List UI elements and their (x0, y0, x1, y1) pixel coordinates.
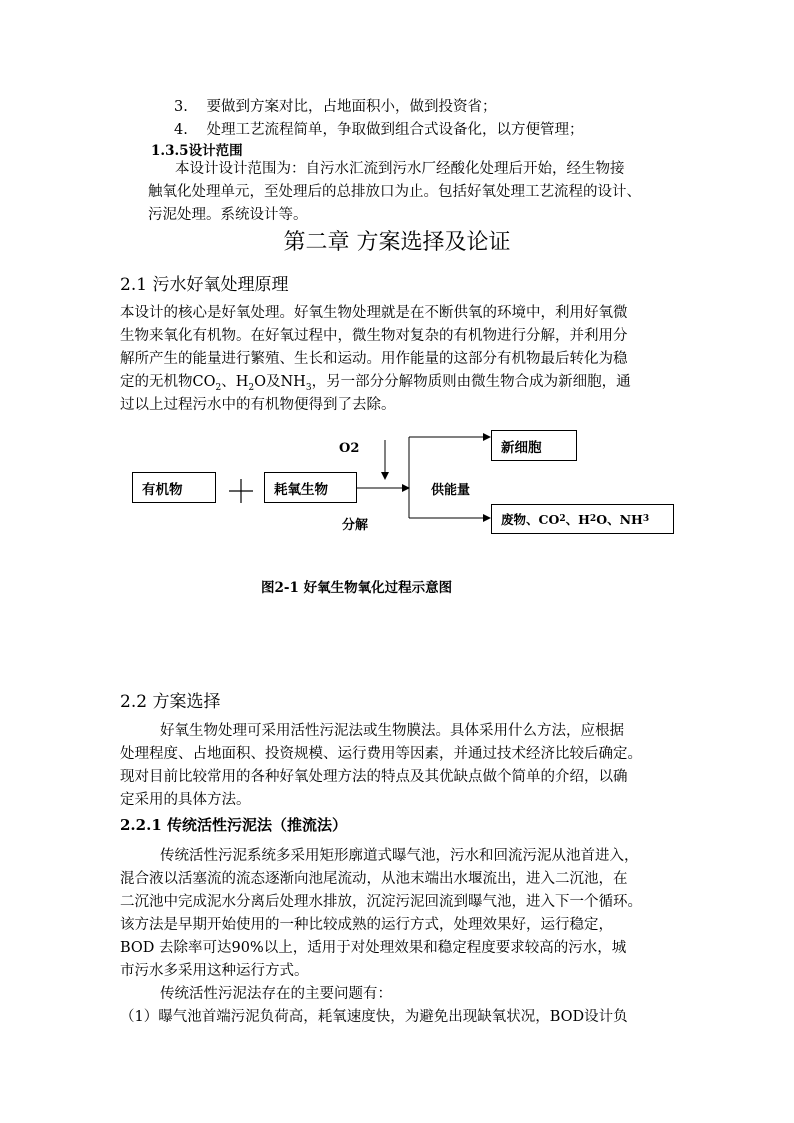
paragraph-line: 污泥处理。系统设计等。 (148, 207, 308, 223)
paragraph-line: 该方法是早期开始使用的一种比较成熟的运行方式，处理效果好，运行稳定， (120, 917, 613, 933)
subscript: 2 (559, 514, 566, 524)
paragraph-line: 本设计设计范围为：自污水汇流到污水厂经酸化处理后开始，经生物接 (175, 161, 625, 177)
text-fragment: ，另一部分分解物质则由微生物合成为新细胞，通 (311, 374, 631, 390)
paragraph-line: 处理程度、占地面积、投资规模、运行费用等因素，并通过技术经济比较后确定。 (120, 746, 642, 762)
text-fragment: 、H (565, 512, 590, 527)
section-heading: 2.1 污水好氧处理原理 (120, 275, 289, 295)
list-text: 处理工艺流程简单，争取做到组合式设备化，以方便管理； (206, 122, 584, 138)
paragraph-line: 解所产生的能量进行繁殖、生长和运动。用作能量的这部分有机物最后转化为稳 (120, 351, 628, 367)
figure-caption: 图2-1 好氧生物氧化过程示意图 (261, 580, 453, 596)
paragraph-line: 触氧化处理单元，至处理后的总排放口为止。包括好氧处理工艺流程的设计、 (148, 184, 641, 200)
list-number: 3. (174, 99, 188, 115)
subscript: 2 (215, 382, 222, 393)
paragraph-line: 传统活性污泥法存在的主要问题有： (160, 986, 392, 1002)
aerobic-microbe-box: 耗氧生物 (264, 472, 357, 503)
paragraph-line: 市污水多采用这种运行方式。 (120, 963, 309, 979)
subscript: 3 (642, 514, 650, 524)
list-number: 4. (174, 122, 188, 138)
text-fragment: 定的无机物CO (120, 374, 216, 390)
new-cell-box: 新细胞 (491, 430, 577, 461)
text-fragment: O、NH (596, 512, 643, 527)
subscript: 3 (305, 382, 312, 393)
paragraph-line: BOD 去除率可达90%以上，适用于对处理效果和稳定程度要求较高的污水，城 (120, 940, 627, 956)
paragraph-line: 传统活性污泥系统多采用矩形廓道式曝气池，污水和回流污泥从池首进入， (160, 848, 639, 864)
energy-label: 供能量 (431, 483, 471, 498)
paragraph-line: 过以上过程污水中的有机物便得到了去除。 (120, 397, 396, 413)
paragraph-line: 好氧生物处理可采用活性污泥法或生物膜法。具体采用什么方法，应根据 (160, 723, 624, 739)
o2-label: O2 (339, 441, 360, 456)
decompose-label: 分解 (342, 518, 369, 533)
chapter-title: 第二章 方案选择及论证 (283, 230, 511, 255)
waste-box (491, 504, 674, 534)
subsection-heading: 2.2.1 传统活性污泥法（推流法） (120, 816, 347, 834)
paragraph-line: 本设计的核心是好氧处理。好氧生物处理就是在不断供氧的环境中，利用好氧微 (120, 305, 628, 321)
paragraph-line: 生物来氧化有机物。在好氧过程中，微生物对复杂的有机物进行分解，并利用分 (120, 328, 628, 344)
subscript: 2 (248, 382, 255, 393)
text-fragment: 废物、CO (501, 512, 560, 527)
paragraph-line: 定采用的具体方法。 (120, 792, 251, 808)
text-fragment: 、H (221, 374, 249, 390)
section-heading: 2.2 方案选择 (120, 692, 221, 712)
paragraph-line: 混合液以活塞流的流态逐渐向池尾流动，从池末端出水堰流出，进入二沉池，在 (120, 871, 628, 887)
paragraph-line: （1）曝气池首端污泥负荷高，耗氧速度快，为避免出现缺氧状况，BOD设计负 (120, 1009, 628, 1025)
subscript: 2 (589, 514, 597, 524)
text-fragment: O及NH (254, 374, 306, 390)
paragraph-line: 现对目前比较常用的各种好氧处理方法的特点及其优缺点做个简单的介绍，以确 (120, 769, 628, 785)
organic-matter-box: 有机物 (132, 472, 216, 503)
paragraph-line: 二沉池中完成泥水分离后处理水排放，沉淀污泥回流到曝气池，进入下一个循环。 (120, 894, 642, 910)
section-heading: 1.3.5设计范围 (151, 143, 243, 159)
list-text: 要做到方案对比，占地面积小，做到投资省； (206, 99, 497, 115)
